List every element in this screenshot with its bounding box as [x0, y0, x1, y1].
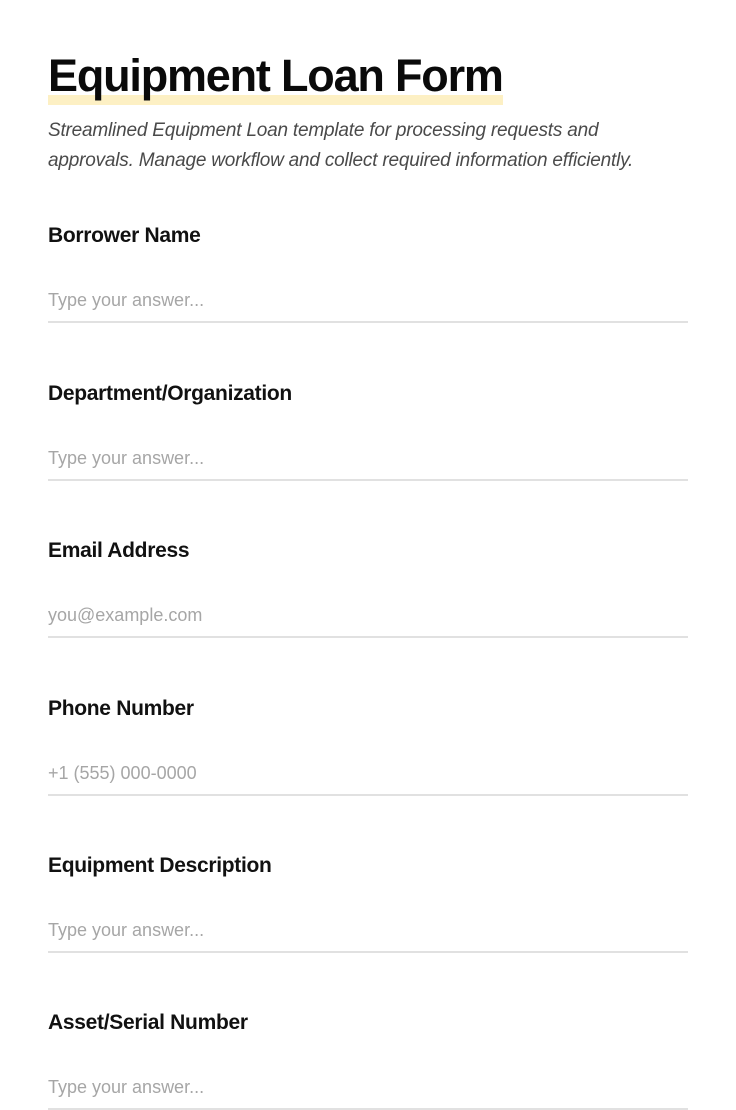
- form-description: Streamlined Equipment Loan template for processing requests and approvals. Manage workflow and collect required information efficiently.: [48, 120, 634, 171]
- field-label-department: Department/Organization: [48, 382, 292, 405]
- field-label-equipment-description: Equipment Description: [48, 854, 272, 877]
- field-asset-serial: [48, 1010, 688, 1110]
- form-title: Equipment Loan Form: [48, 50, 503, 101]
- field-borrower-name: [48, 223, 688, 323]
- field-email: [48, 538, 688, 638]
- field-label-email: Email Address: [48, 539, 190, 562]
- email-field[interactable]: [48, 600, 688, 638]
- field-label-borrower-name: Borrower Name: [48, 224, 201, 247]
- field-equipment-description: [48, 853, 688, 953]
- form-title-wrap: [48, 50, 503, 102]
- borrower-name-input[interactable]: [48, 285, 688, 323]
- field-phone: [48, 696, 688, 796]
- asset-serial-input[interactable]: [48, 1072, 688, 1110]
- phone-number-input[interactable]: [48, 758, 688, 796]
- department-input[interactable]: [48, 443, 688, 481]
- field-label-asset-serial: Asset/Serial Number: [48, 1011, 248, 1034]
- equipment-description-input[interactable]: [48, 915, 688, 953]
- field-department: [48, 381, 688, 481]
- field-label-phone: Phone Number: [48, 697, 194, 720]
